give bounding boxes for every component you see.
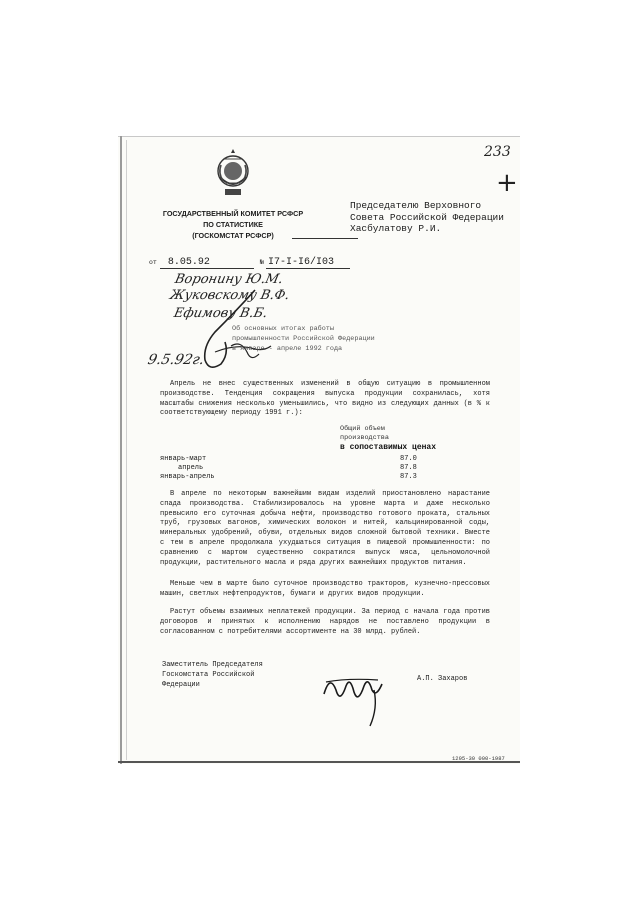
- handwritten-signature: [318, 664, 388, 728]
- addressee-line-2: Совета Российской Федерации: [350, 211, 504, 223]
- registration-field: [149, 257, 350, 269]
- paragraph-1: Апрель не внес существенных изменений в общую ситуацию в промышленном производстве. Тенденция сокращения выпуска продукции сохранилась, хотя масштабы снижения несколько уменьшились, что видно из следующих данных (в % к соответствующему периоду 1991 г.):: [160, 380, 490, 418]
- document-number: I7-I-I6/I03: [266, 257, 350, 269]
- subject-block: [232, 324, 422, 354]
- document-date: 8.05.92: [160, 257, 254, 269]
- addressee-line-3: Хасбулатову Р.И.: [350, 223, 442, 234]
- signatory-title: [162, 660, 302, 690]
- table-row-label: январь-апрель: [160, 473, 215, 481]
- addressee-line-1: Председателю Верховного: [350, 200, 482, 211]
- rsfsr-emblem-icon: [215, 147, 251, 201]
- letterhead-organization: [149, 208, 317, 241]
- table-header: [340, 425, 460, 452]
- handwritten-routing-1: Воронину Ю.М.: [173, 272, 285, 287]
- number-prefix: №: [259, 259, 265, 267]
- table-header-line-3: в сопоставимых ценах: [340, 443, 437, 452]
- subject-line-3: в январе - апреле 1992 года: [232, 345, 343, 353]
- signatory-title-line-1: Заместитель Председателя: [162, 661, 263, 669]
- margin-cross-mark: +: [496, 168, 518, 198]
- org-line-1: ГОСУДАРСТВЕННЫЙ КОМИТЕТ РСФСР: [162, 209, 304, 218]
- paragraph-2: В апреле по некоторым важнейшим видам изделий приостановлено нарастание спада производства. Стабилизировалось на уровне марта и даже несколько превысило его суточная добыча нефти, производство готового проката, стальных труб, грузовых вагонов, химических волокон и нитей, кальцинированной соды, минеральных удобрений, обуви, отдельных видов сложной бытовой техники. Вместе с тем в апреле продолжала ухудшаться ситуация в пищевой промышленности: по сравнению с мартом существенно сократился выпуск мяса, цельномолочной продукции, растительного масла и ряда других важнейших продуктов питания.: [160, 490, 490, 567]
- addressee-rule: [292, 238, 358, 239]
- form-print-code: 1295-30 000-1987: [452, 755, 505, 762]
- table-row-value: 87.3: [400, 473, 417, 481]
- handwritten-routing-3: Ефимову В.Б.: [172, 306, 269, 321]
- table-header-line-1: Общий объем: [340, 425, 385, 433]
- signatory-title-line-3: Федерации: [162, 681, 200, 689]
- addressee-block: [350, 200, 520, 235]
- table-row-label: январь-март: [160, 455, 207, 463]
- sheet-left-edge: [120, 136, 122, 764]
- table-header-line-2: производства: [340, 434, 389, 442]
- table-row-label: апрель: [178, 464, 204, 472]
- subject-line-2: промышленности Российской Федерации: [232, 335, 375, 343]
- signatory-title-line-2: Госкомстата Российской: [162, 671, 255, 679]
- org-line-3: (ГОСКОМСТАТ РСФСР): [192, 231, 274, 240]
- subject-line-1: Об основных итогах работы: [232, 325, 334, 333]
- org-line-2: ПО СТАТИСТИКЕ: [203, 220, 263, 229]
- paragraph-3: Меньше чем в марте было суточное производство тракторов, кузнечно-прессовых машин, светлых нефтепродуктов, бумаги и других видов продукции.: [160, 580, 490, 598]
- sheet-left-shadow: [126, 140, 127, 760]
- table-row-value: 87.0: [400, 455, 417, 463]
- handwritten-routing-2: Жуковскому В.Ф.: [168, 288, 291, 303]
- archive-page-number: 233: [484, 144, 511, 160]
- table-row-value: 87.8: [400, 464, 417, 472]
- signatory-name: А.П. Захаров: [417, 675, 468, 683]
- date-prefix: от: [149, 259, 157, 266]
- handwritten-date-note: 9.5.92г.: [146, 352, 206, 368]
- sheet-top-edge: [118, 136, 520, 137]
- paragraph-4: Растут объемы взаимных неплатежей продукции. За период с начала года против договоров и принятых к исполнению нарядов не поставлено продукции в согласованном с потребителями ассортименте на 30 млрд. рублей.: [160, 608, 490, 636]
